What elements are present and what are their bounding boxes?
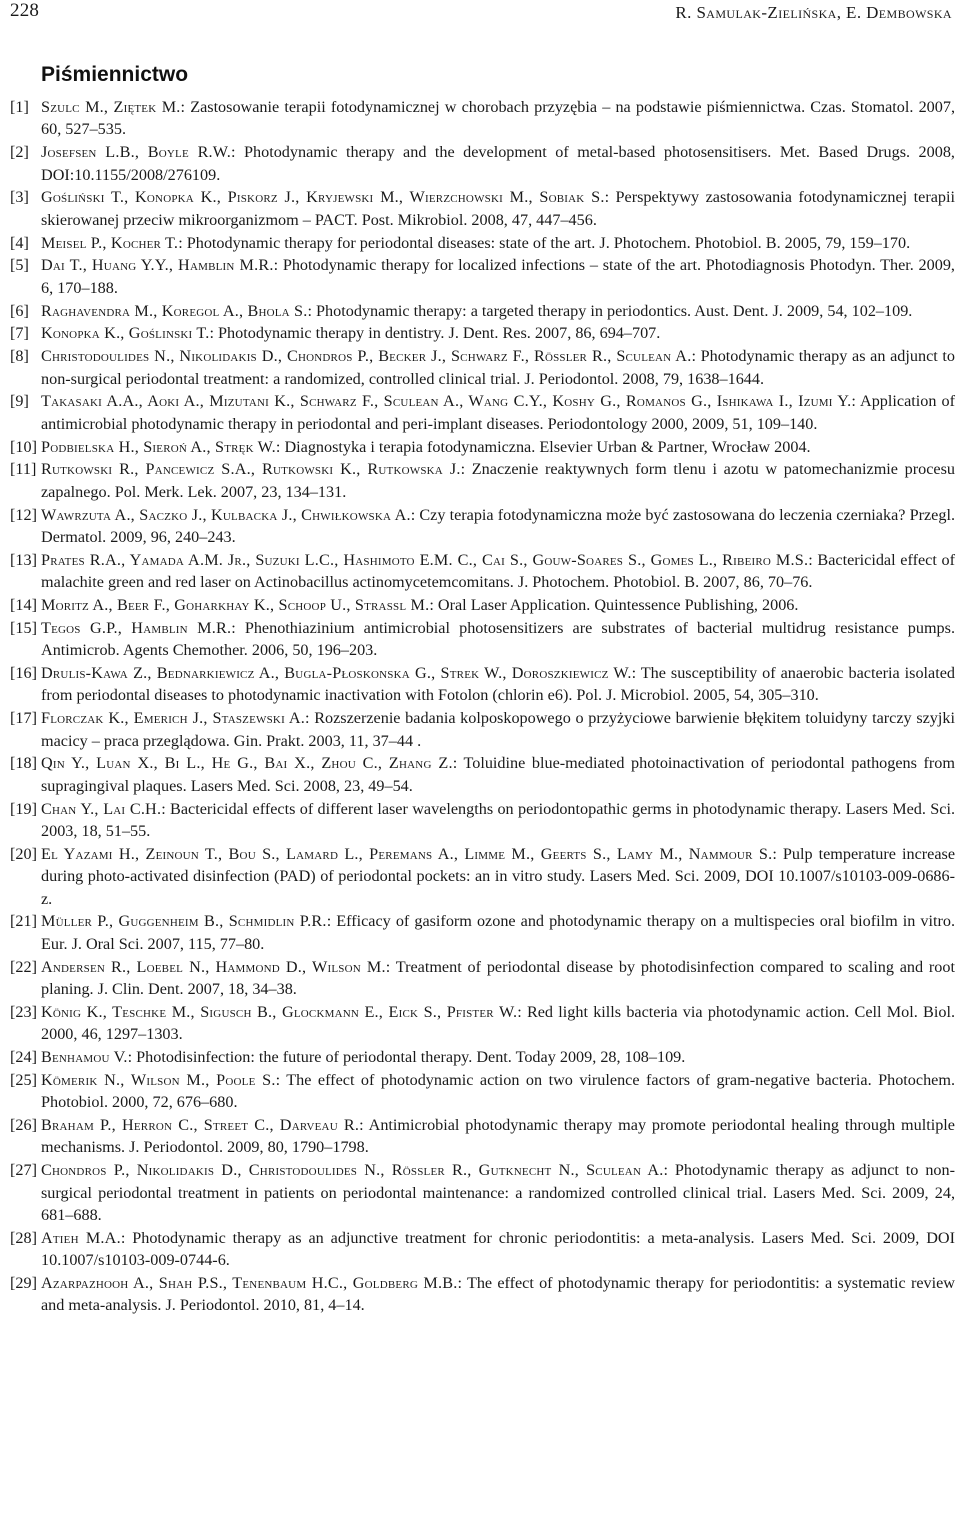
reference-number: [25] (10, 1070, 37, 1089)
reference-number: [29] (10, 1274, 37, 1293)
reference-authors: Takasaki A.A., Aoki A., Mizutani K., Schwarz F., Sculean A., Wang C.Y., Koshy G., Romanos G., Ishikawa I., Izumi Y. (41, 392, 852, 411)
reference-citation: : Antimicrobial photodynamic therapy may promote periodontal healing through multiple mechanisms. J. Periodontol. 2009, 80, 1790–1798. (41, 1116, 955, 1157)
reference-authors: Chan Y., Lai C.H. (41, 799, 162, 818)
section-title: Piśmiennictwo (41, 63, 189, 86)
reference-citation: : Bactericidal effects of different laser wavelengths on periodontopathic germs in photodynamic therapy. Lasers Med. Sci. 2003, 18, 51–55. (41, 799, 955, 841)
reference-citation: : Photodynamic therapy for localized infections – state of the art. Photodiagnosis Photodyn. Ther. 2009, 6, 170–188. (41, 256, 955, 297)
reference-authors: Tegos G.P., Hamblin M.R. (41, 618, 232, 637)
reference-number: [28] (10, 1228, 37, 1247)
reference-authors: Kömerik N., Wilson M., Poole S. (41, 1070, 276, 1089)
reference-authors: Szulc M., Ziętek M. (41, 98, 181, 116)
reference-citation: : Red light kills bacteria via photodynamic action. Cell Mol. Biol. 2000, 46, 1297–1303. (41, 1002, 955, 1044)
reference-citation: : Pulp temperature increase during photo-activated disinfection (PAD) of periodontal pockets: an in vitro study. Lasers Med. Sci. 2009, DOI 10.1007/s10103-009-0686-z. (41, 844, 955, 908)
reference-item (10, 1069, 955, 1114)
reference-citation: : Rozszerzenie badania kolposkopowego o przyżyciowe barwienie błękitem toluidyny tarczy szyjki macicy – praca przeglądowa. Gin. Prakt. 2003, 11, 37–44 . (41, 709, 955, 750)
reference-item (10, 1001, 955, 1046)
reference-item (10, 254, 955, 299)
reference-citation: : Photodynamic therapy and the development of metal-based photosensitisers. Met. Based Drugs. 2008, DOI:10.1155/2008/276109. (41, 143, 955, 184)
reference-item (10, 1227, 955, 1272)
reference-citation: : Photodynamic therapy as an adjunct to non-surgical periodontal treatment: a randomized, controlled clinical trial. J. Periodontol. 2008, 79, 1638–1644. (41, 347, 956, 388)
reference-number: [5] (10, 256, 29, 275)
reference-number: [19] (10, 799, 37, 818)
reference-authors: Josefsen L.B., Boyle R.W. (41, 143, 232, 162)
reference-item (10, 1159, 955, 1226)
reference-authors: Wawrzuta A., Saczko J., Kulbacka J., Chwiłkowska A. (41, 505, 411, 524)
reference-number: [24] (10, 1048, 37, 1067)
reference-item (10, 798, 955, 843)
reference-item (10, 141, 955, 186)
reference-list (10, 96, 955, 1317)
reference-item (10, 458, 955, 503)
reference-authors: Moritz A., Beer F., Goharkhay K., Schoop U., Strassl M. (41, 596, 430, 615)
reference-authors: Christodoulides N., Nikolidakis D., Chondros P., Becker J., Schwarz F., Rössler R., Sculean A. (41, 347, 692, 366)
reference-authors: Dai T., Huang Y.Y., Hamblin M.R. (41, 256, 274, 275)
reference-authors: Prates R.A., Yamada A.M. Jr., Suzuki L.C., Hashimoto E.M. C., Cai S., Gouw-Soares S., Gomes L., Ribeiro M.S. (41, 550, 809, 569)
reference-authors: Atieh M.A. (41, 1228, 121, 1247)
reference-citation: : Photodynamic therapy: a targeted therapy in periodontics. Aust. Dent. J. 2009, 54, 102–109. (307, 301, 913, 320)
reference-authors: Konopka K., Goślinski T. (41, 324, 210, 343)
reference-number: [3] (10, 188, 29, 207)
reference-authors: Florczak K., Emerich J., Staszewski A. (41, 709, 306, 728)
reference-citation: : Phenothiazinium antimicrobial photosensitizers are substrates of bacterial multidrug resistance pumps. Antimicrob. Agents Chemother. 2006, 50, 196–203. (41, 618, 955, 660)
reference-citation: : The effect of photodynamic action on two virulence factors of gram-negative bacteria. Photochem. Photobiol. 2000, 72, 676–680. (41, 1070, 955, 1112)
reference-citation: : Bactericidal effect of malachite green and red laser on Actinobacillus actinomycetemcomitans. J. Photochem. Photobiol. B. 2007, 86, 70–76. (41, 550, 955, 592)
reference-citation: : Photodynamic therapy as an adjunctive treatment for chronic periodontitis: a meta-analysis. Lasers Med. Sci. 2009, DOI 10.1007/s10103-009-0744-6. (41, 1228, 955, 1270)
reference-number: [11] (10, 460, 37, 479)
reference-authors: Qin Y., Luan X., Bi L., He G., Bai X., Zhou C., Zhang Z. (41, 754, 453, 773)
reference-number: [20] (10, 844, 37, 863)
reference-authors: Benhamou V. (41, 1048, 128, 1067)
reference-citation: : The susceptibility of anaerobic bacteria isolated from periodontal diseases to photodynamic inactivation with Fotolon (chlorin e6). Pol. J. Microbiol. 2005, 54, 305–310. (41, 664, 955, 705)
reference-item (10, 843, 955, 910)
reference-item (10, 910, 955, 955)
reference-number: [12] (10, 505, 37, 524)
reference-number: [2] (10, 143, 29, 162)
reference-number: [23] (10, 1002, 37, 1021)
reference-authors: Meisel P., Kocher T. (41, 233, 179, 252)
reference-citation: : Oral Laser Application. Quintessence Publishing, 2006. (429, 596, 799, 615)
reference-item (10, 956, 955, 1001)
reference-authors: Braham P., Herron C., Street C., Darveau R. (41, 1116, 360, 1135)
reference-number: [14] (10, 596, 37, 615)
reference-item (10, 549, 955, 594)
reference-number: [13] (10, 550, 37, 569)
reference-citation: : Treatment of periodontal disease by photodisinfection compared to scaling and root planing. J. Clin. Dent. 2007, 18, 34–38. (41, 957, 955, 999)
reference-authors: Drulis-Kawa Z., Bednarkiewicz A., Bugla-Płoskonska G., Strek W., Doroszkiewicz W. (41, 664, 632, 683)
reference-citation: : Efficacy of gasiform ozone and photodynamic therapy on a multispecies oral biofilm in vitro. Eur. J. Oral Sci. 2007, 115, 77–80. (41, 912, 955, 953)
reference-authors: König K., Teschke M., Sigusch B., Glockmann E., Eick S., Pfister W. (41, 1002, 518, 1021)
reference-authors: Podbielska H., Sieroń A., Stręk W. (41, 437, 276, 456)
reference-item (10, 707, 955, 752)
reference-number: [1] (10, 98, 29, 116)
reference-item (10, 322, 955, 344)
reference-authors: Rutkowski R., Pancewicz S.A., Rutkowski K., Rutkowska J. (41, 460, 461, 479)
reference-authors: Azarpazhooh A., Shah P.S., Tenenbaum H.C., Goldberg M.B. (41, 1274, 458, 1293)
reference-citation: : The effect of photodynamic therapy for periodontitis: a systematic review and meta-analysis. J. Periodontol. 2010, 81, 4–14. (41, 1274, 955, 1315)
running-head: R. Samulak-Zielińska, E. Dembowska (675, 3, 952, 22)
reference-item (10, 96, 955, 141)
reference-citation: : Photodisinfection: the future of periodontal therapy. Dent. Today 2009, 28, 108–109. (127, 1048, 686, 1067)
reference-item (10, 617, 955, 662)
reference-number: [10] (10, 437, 37, 456)
reference-item (10, 436, 955, 458)
reference-authors: Raghavendra M., Koregol A., Bhola S. (41, 301, 308, 320)
reference-citation: : Znaczenie reaktywnych form tlenu i azotu w patomechanizmie procesu zapalnego. Pol. Merk. Lek. 2007, 23, 134–131. (41, 460, 955, 501)
reference-number: [16] (10, 664, 37, 683)
reference-item (10, 345, 955, 390)
reference-authors: Müller P., Guggenheim B., Schmidlin P.R. (41, 912, 327, 931)
reference-authors: Gośliński T., Konopka K., Piskorz J., Kryjewski M., Wierzchowski M., Sobiak S. (41, 188, 605, 207)
reference-number: [26] (10, 1116, 37, 1135)
reference-item (10, 1046, 955, 1068)
reference-item (10, 1272, 955, 1317)
reference-citation: : Application of antimicrobial photodynamic therapy in periodontal and peri-implant diseases. Periodontology 2000, 2009, 51, 109–140. (41, 392, 955, 433)
reference-number: [4] (10, 233, 29, 252)
reference-number: [22] (10, 957, 37, 976)
reference-citation: : Czy terapia fotodynamiczna może być zastosowana do leczenia czerniaka? Przegl. Dermatol. 2009, 96, 240–243. (41, 505, 955, 547)
reference-authors: Andersen R., Loebel N., Hammond D., Wilson M. (41, 957, 386, 976)
reference-number: [7] (10, 324, 29, 343)
reference-citation: : Zastosowanie terapii fotodynamicznej w chorobach przyzębia – na podstawie piśmiennictwa. Czas. Stomatol. 2007, 60, 527–535. (41, 98, 955, 139)
reference-item (10, 390, 955, 435)
reference-citation: : Photodynamic therapy for periodontal diseases: state of the art. J. Photochem. Photobiol. B. 2005, 79, 159–170. (178, 233, 911, 252)
reference-item (10, 752, 955, 797)
page-number: 228 (10, 0, 40, 21)
reference-item (10, 594, 955, 616)
reference-citation: : Diagnostyka i terapia fotodynamiczna. Elsevier Urban & Partner, Wrocław 2004. (275, 437, 811, 456)
reference-number: [15] (10, 618, 37, 637)
reference-number: [9] (10, 392, 29, 411)
reference-number: [8] (10, 347, 29, 366)
reference-item (10, 1114, 955, 1159)
reference-authors: El Yazami H., Zeinoun T., Bou S., Lamard L., Peremans A., Limme M., Geerts S., Lamy M., Nammour S. (41, 844, 773, 863)
reference-citation: : Photodynamic therapy as adjunct to non-surgical periodontal treatment in patients on periodontal maintenance: a randomized controlled clinical trial. Lasers Med. Sci. 2009, 24, 681–688. (41, 1161, 955, 1225)
page-header (0, 0, 960, 30)
reference-number: [17] (10, 709, 37, 728)
reference-citation: : Photodynamic therapy in dentistry. J. Dent. Res. 2007, 86, 694–707. (209, 324, 661, 343)
reference-authors: Chondros P., Nikolidakis D., Christodoulides N., Rössler R., Gutknecht N., Sculean A. (41, 1161, 664, 1180)
reference-citation: : Perspektywy zastosowania fotodynamicznej terapii skierowanej przeciw mikroorganizmom – PACT. Post. Mikrobiol. 2008, 47, 447–456. (41, 188, 955, 229)
reference-item (10, 232, 955, 254)
reference-number: [6] (10, 301, 29, 320)
reference-item (10, 300, 955, 322)
reference-number: [18] (10, 754, 37, 773)
reference-citation: : Toluidine blue-mediated photoinactivation of periodontal pathogens from supragingival plaques. Lasers Med. Sci. 2008, 23, 49–54. (41, 754, 955, 795)
reference-item (10, 504, 955, 549)
reference-number: [27] (10, 1161, 37, 1180)
reference-item (10, 186, 955, 231)
reference-number: [21] (10, 912, 37, 931)
reference-item (10, 662, 955, 707)
